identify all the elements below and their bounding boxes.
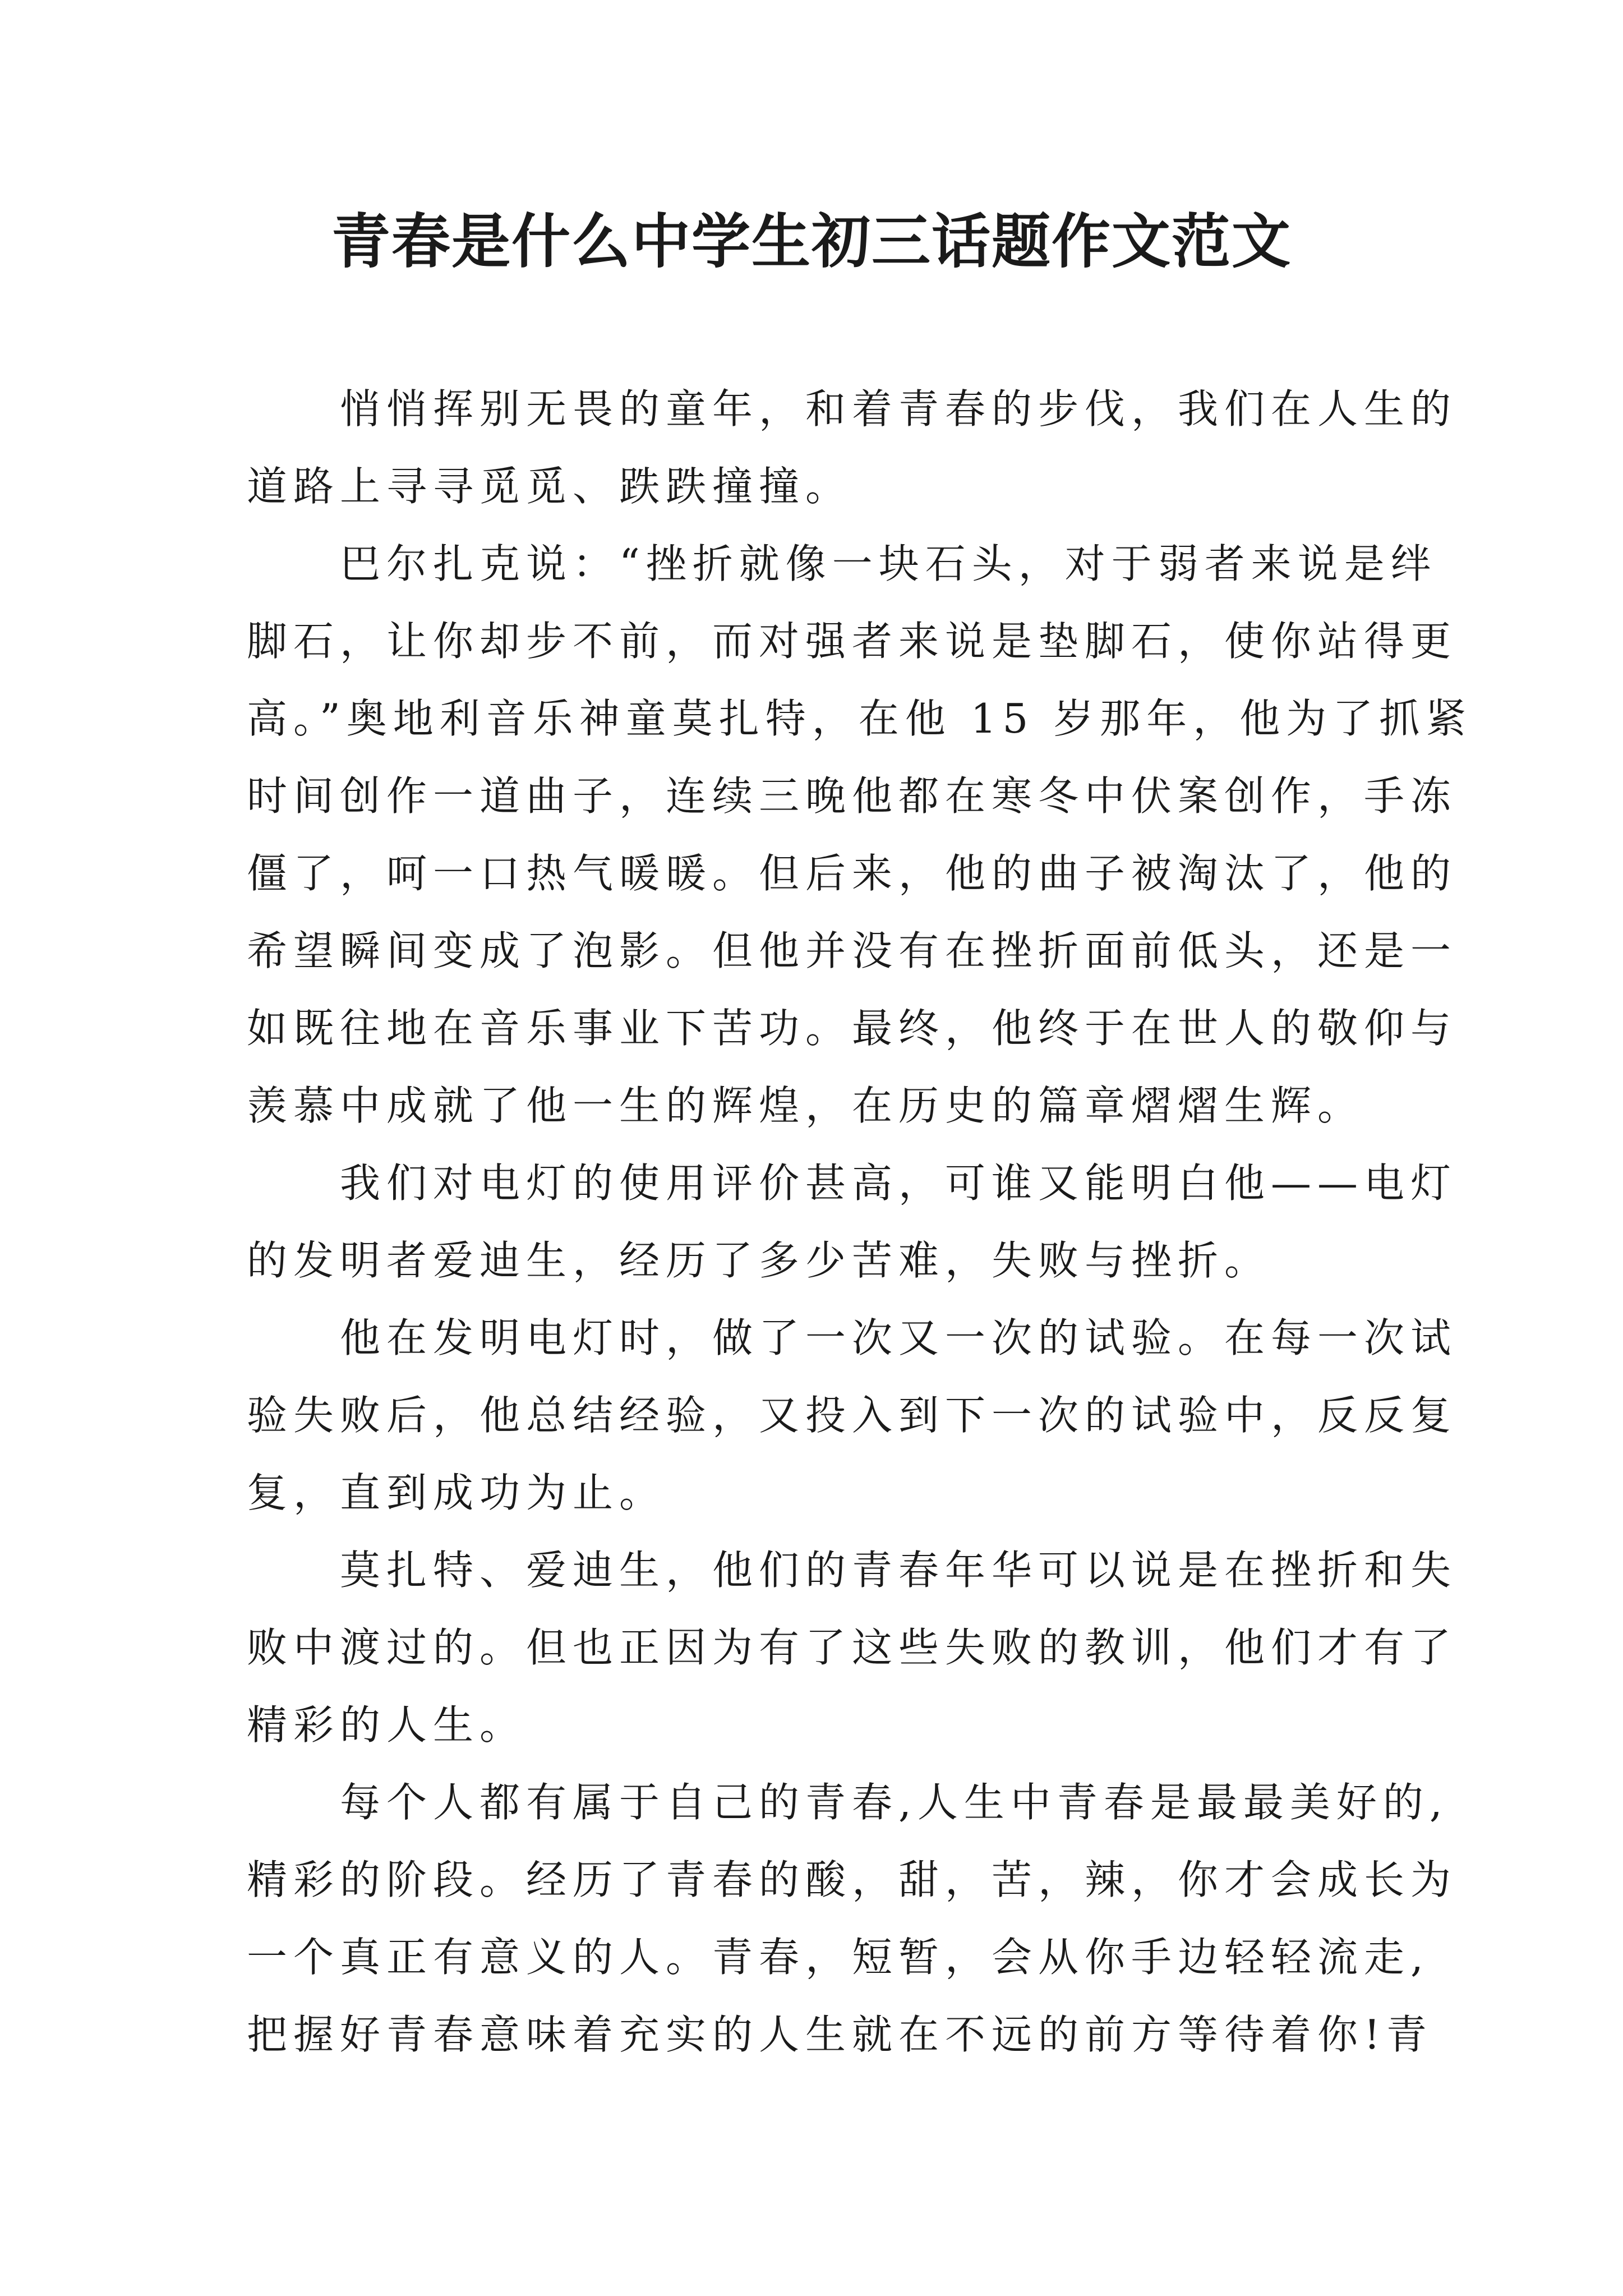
paragraph-6 (247, 1764, 1458, 2073)
text-line: 希望瞬间变成了泡影。但他并没有在挫折面前低头，还是一 (247, 927, 1458, 974)
text-line: 高。”奥地利音乐神童莫扎特，在他 15 岁那年，他为了抓紧 (247, 695, 1473, 742)
text-line: 我们对电灯的使用评价甚高，可谁又能明白他——电灯 (247, 1159, 1458, 1207)
text-line: 时间创作一道曲子，连续三晚他都在寒冬中伏案创作，手冻 (247, 772, 1458, 820)
text-line: 巴尔扎克说：“挫折就像一块石头，对于弱者来说是绊 (247, 540, 1437, 587)
paragraph-5 (247, 1531, 1458, 1764)
text-line: 悄悄挥别无畏的童年，和着青春的步伐，我们在人生的 (247, 385, 1458, 432)
document-title: 青春是什么中学生初三话题作文范文 (331, 206, 1292, 276)
paragraph-4 (247, 1299, 1458, 1531)
text-line: 精彩的阶段。经历了青春的酸，甜，苦，辣，你才会成长为 (247, 1856, 1458, 1903)
text-line: 的发明者爱迪生，经历了多少苦难，失败与挫折。 (247, 1237, 1271, 1284)
essay-body (247, 370, 1473, 2073)
paragraph-3 (247, 1144, 1458, 1299)
paragraph-2 (247, 525, 1473, 1144)
text-line: 道路上寻寻觅觅、跌跌撞撞。 (247, 463, 852, 510)
text-line: 莫扎特、爱迪生，他们的青春年华可以说是在挫折和失 (247, 1547, 1458, 1594)
text-line: 羡慕中成就了他一生的辉煌，在历史的篇章熠熠生辉。 (247, 1082, 1364, 1129)
text-line: 如既往地在音乐事业下苦功。最终，他终于在世人的敬仰与 (247, 1005, 1458, 1052)
text-line: 一个真正有意义的人。青春，短暂，会从你手边轻轻流走, (247, 1934, 1430, 1981)
paragraph-1 (247, 370, 1458, 525)
text-line: 验失败后，他总结经验，又投入到下一次的试验中，反反复 (247, 1392, 1458, 1439)
text-line: 把握好青春意味着充实的人生就在不远的前方等待着你!青 (247, 2011, 1433, 2058)
text-line: 败中渡过的。但也正因为有了这些失败的教训，他们才有了 (247, 1624, 1458, 1671)
text-line: 脚石，让你却步不前，而对强者来说是垫脚石，使你站得更 (247, 618, 1458, 665)
text-line: 每个人都有属于自己的青春,人生中青春是最最美好的, (247, 1779, 1449, 1826)
text-line: 复，直到成功为止。 (247, 1469, 666, 1516)
text-line: 精彩的人生。 (247, 1701, 527, 1749)
text-line: 僵了，呵一口热气暖暖。但后来，他的曲子被淘汰了，他的 (247, 850, 1458, 897)
text-line: 他在发明电灯时，做了一次又一次的试验。在每一次试 (247, 1314, 1458, 1361)
